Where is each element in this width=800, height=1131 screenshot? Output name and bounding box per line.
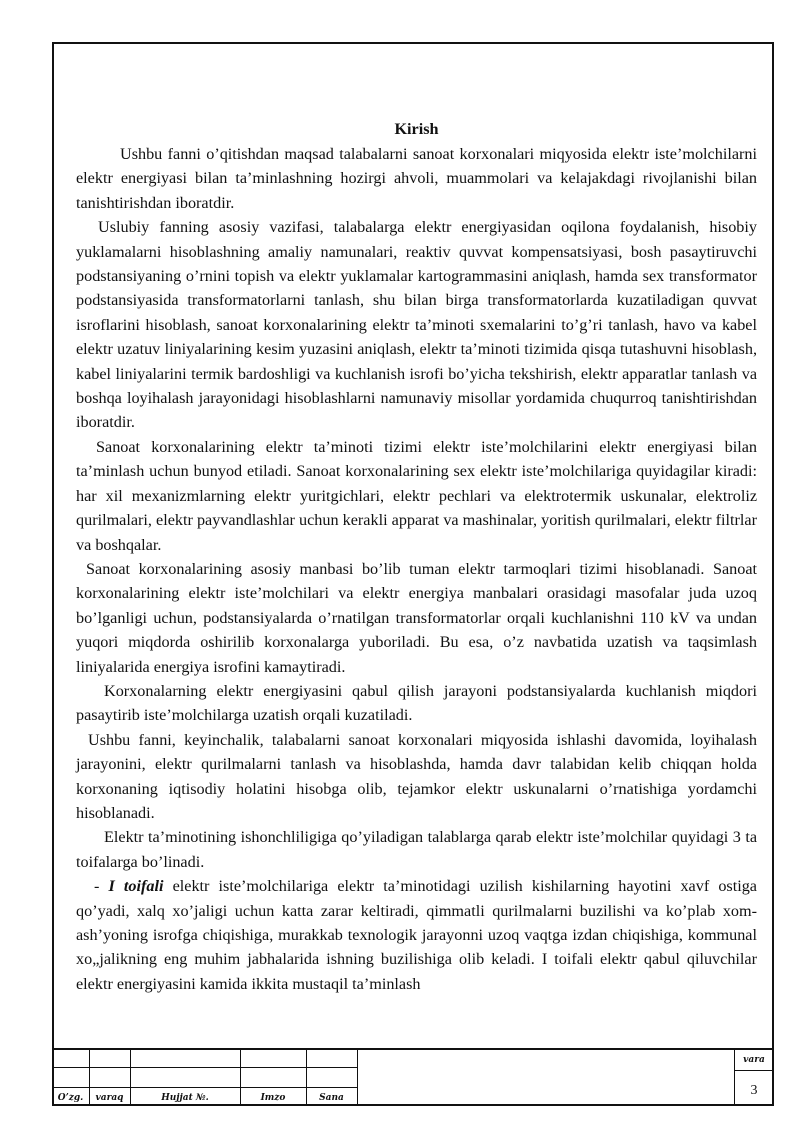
paragraph-8-text: elektr iste’molchilariga elektr ta’minotidagi uzilish kishilarning hayotini xavf ostiga qo’yadi, xalq xo’jaligi uchun katta zarar keltiradi, qimmatli qurilmalarni buzilishi va ko’plab xom-ash’yoning isrofga chiqishiga, murakkab texnologik jarayonni uzoq vaqtga izdan chiqishiga, kommunal xo„jalikning eng muhim jabhalarida ishning buzilishiga olib keladi. I toifali elektr qabul qiluvchilar elektr energiyasini kamida ikkita mustaqil ta’minlash xyxy=(76,877,757,993)
paragraph-5: Korxonalarning elektr energiyasini qabul qilish jarayoni podstansiyalarda kuchlanish miqdori pasaytirib iste’molchilarga uzatish orqali kuzatiladi. xyxy=(76,681,757,725)
label-sheet: vara xyxy=(743,1055,765,1065)
label-hujjat: Hujjat №. xyxy=(161,1093,209,1103)
paragraph-4: Sanoat korxonalarining asosiy manbasi bo’lib tuman elektr tarmoqlari tizimi hisoblanadi. Sanoat korxonalarining elektr iste’molchilari va elektr energiya manbalari orasidagi masofalar juda uzoq bo’lganligi uchun, podstansiyalarda o’rnatilgan transformatorlar orqali kuchlanishni 110 kV va undan yuqori miqdorda oshirilib korxonalarga yuboriladi. Bu esa, o’z navbatida uzatish va taqsimlash liniyalarida energiya isrofini kamaytiradi. xyxy=(76,559,757,676)
paragraph-3: Sanoat korxonalarining elektr ta’minoti tizimi elektr iste’molchilarini elektr energiyasi bilan ta’minlash uchun bunyod etiladi. Sanoat korxonalarining sex elektr iste’molchilariga quyidagilar kiradi: har xil mexanizmlarning elektr yuritgichlari, elektr pechlari va elektrotermik uskunalar, elektroliz qurilmalari, elektr payvandlashlar uchun kerakli apparat va mashinalar, yoritish qurilmalari, elektr filtrlar va boshqalar. xyxy=(76,437,757,554)
label-varaq: varaq xyxy=(95,1093,124,1103)
label-ozg: O’zg. xyxy=(57,1093,84,1103)
label-imzo: Imzo xyxy=(260,1093,286,1103)
page-number: 3 xyxy=(750,1083,758,1098)
paragraph-6: Ushbu fanni, keyinchalik, talabalarni sanoat korxonalari miqyosida ishlashi davomida, loyihalash jarayonini, elektr qurilmalarni tanlash va hisoblashda, hamda davr talabidan kelib chiqqan holda korxonaning iqtisodiy holatini hisobga olib, tejamkor elektr uskunalarni o’rnatishiga yordamchi hisoblanadi. xyxy=(76,730,757,822)
list-dash: - xyxy=(94,877,109,896)
title-block-row-line xyxy=(52,1087,357,1088)
paragraph-2: Uslubiy fanning asosiy vazifasi, talabalarga elektr energiyasidan oqilona foydalanish, hisobiy yuklamalarni hisoblashning amaliy namunalari, reaktiv quvvat kompensatsiyasi, bosh pasaytiruvchi podstansiyaning o’rnini topish va elektr yuklamalar kartogrammasini aniqlash, hamda sex transformator podstansiyasida transformatorlarni tanlash, shu bilan birga transformatorlarda kuzatiladigan quvvat isroflarini hisoblash, sanoat korxonalarining elektr ta’minoti sxemalarini to’g’ri tanlash, havo va kabel elektr uzatuv liniyalarining kesim yuzasini aniqlash, elektr ta’minoti tizimida qisqa tutashuvni hisoblash, kabel liniyalarini termik bardoshligi va kuchlanish isrofi bo’yicha tekshirish, elektr apparatlar tanlash va boshqa loyihalash jarayonidagi hisoblashlarni namunaviy misollar yordamida chuqurroq tanishtirishdan iboratdir. xyxy=(76,218,757,432)
paragraph-1: Ushbu fanni o’qitishdan maqsad talabalarni sanoat korxonalari miqyosida elektr iste’molchilarni elektr energiyasi bilan ta’minlashning hozirgi ahvoli, muammolari va kelajakdagi rivojlanishi bilan tanishtirishdan iboratdir. xyxy=(76,145,757,212)
document-title: Kirish xyxy=(394,120,439,138)
paragraph-8 xyxy=(76,874,757,996)
category-term: I toifali xyxy=(108,877,164,896)
paragraph-7: Elektr ta’minotining ishonchliligiga qo’yiladigan talablarga qarab elektr iste’molchilar quyidagi 3 ta toifalarga bo’linadi. xyxy=(76,828,757,871)
title-block-divider xyxy=(357,1050,358,1106)
label-sana: Sana xyxy=(319,1093,344,1103)
title-block-row-line xyxy=(52,1067,357,1068)
document-body xyxy=(76,116,757,996)
title-block-row-line xyxy=(734,1070,774,1071)
title-block xyxy=(52,1048,774,1106)
